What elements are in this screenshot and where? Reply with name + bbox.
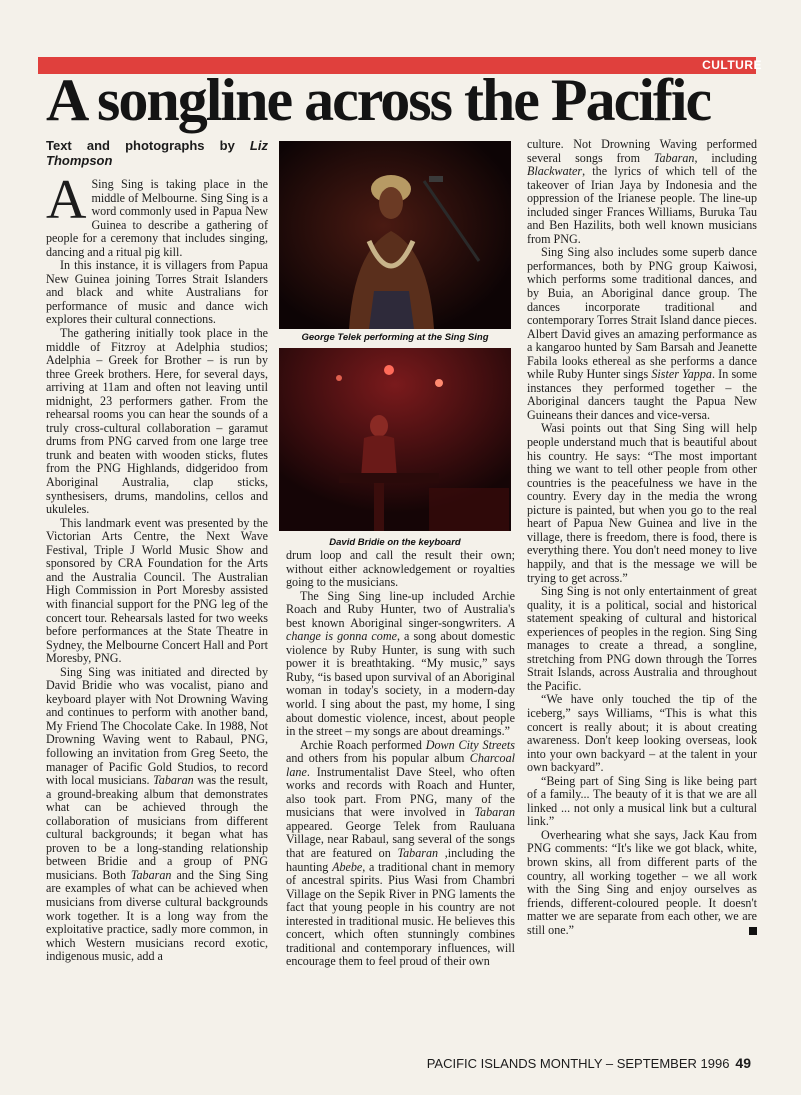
song-title: Down City Streets bbox=[425, 737, 515, 752]
performer-photo-illustration bbox=[279, 141, 511, 329]
paragraph-text: was the result, a ground-breaking album that demonstrates what can be achieved through the collaboration of musicians from different cultural backgrounds; it began what has proven to be a long-standing relationship between Bridie and a group of PNG musicians. Both bbox=[46, 773, 268, 882]
paragraph: Wasi points out that Sing Sing will help people understand much that is beautiful about his country. He says: “The most important thing we want to tell other people from other countries is the peacefulness we have in the country. Every day in the media the wrong picture is painted, but when you go to the real heart of Papua New Guinea and live in the village, there is freedom, there is food, there is everything there. You don't need money to live happily, and that is the message we will be trying to get across.” bbox=[527, 421, 757, 585]
paragraph-text: Sing Sing was initiated and directed by David Bridie who was vocalist, piano and keyboard player with Not Drowning Waving and continues to perform with another band, My Friend The Chocolate Cake. In 1988, Not Drowning Waving went to Rabaul, PNG, following an invitation from Greg Seeto, the manager of Pacific Gold Studios, to record with local musicians. bbox=[46, 664, 268, 788]
album-title: Tabaran bbox=[130, 867, 172, 882]
photo-caption: George Telek performing at the Sing Sing bbox=[301, 332, 489, 343]
article-column-1 bbox=[46, 138, 268, 964]
paragraph-text: and the Sing Sing are examples of what can be achieved when musicians from diverse cultural backgrounds work together. It is a long way from the exploitative practice, sadly more common, in which Western musicians record exotic, indigenous music, add a bbox=[46, 867, 268, 964]
page-number: 49 bbox=[735, 1055, 751, 1071]
byline bbox=[46, 138, 268, 168]
paragraph-text: . Instrumentalist Dave Steel, who often works and records with Roach and Hunter, also took part. From PNG, many of the musicians that were involved in bbox=[286, 764, 515, 820]
paragraph bbox=[286, 739, 515, 969]
byline-author: Liz Thompson bbox=[46, 138, 268, 168]
paragraph-text: , including bbox=[694, 150, 757, 165]
paragraph-text: Sing Sing also includes some superb dance performances, both by PNG group Kaiwosi, which performs some traditional dances, and by Buia, an Aboriginal dance group. The dances incorporate traditional and contemporary Torres Strait Island dance pieces. Albert David gives an amazing performance as a kangaroo hunted by Sam Barsah and Jeanette Fabila looks ethereal as she performs a dance while Ruby Hunter sings bbox=[527, 245, 757, 382]
article-column-2 bbox=[286, 549, 515, 969]
page-footer bbox=[427, 1055, 751, 1071]
song-title: Abebe bbox=[332, 859, 363, 874]
album-title: Tabaran bbox=[653, 150, 695, 165]
photo-david-bridie bbox=[279, 348, 511, 531]
keyboard-photo-illustration bbox=[279, 348, 511, 531]
section-label: CULTURE bbox=[702, 58, 762, 72]
album-title: Tabaran bbox=[474, 805, 515, 820]
headline: A songline across the Pacific bbox=[46, 67, 711, 133]
paragraph-text: culture. Not Drowning Waving performed several songs from bbox=[527, 137, 757, 165]
paragraph: Sing Sing is not only entertainment of great quality, it is a political, social and historical statement speaking of cultural and historical experiences of peoples in the region. Sing Sing manages to create a thread, a songline, stretching from PNG down through the Torres Strait Islands, across Australia and throughout the Pacific. bbox=[527, 584, 757, 693]
paragraph-text: appeared. George Telek from Rauluana Village, near Rabaul, sang several of the songs that are featured on bbox=[286, 818, 515, 861]
paragraph-text: . In some instances they performed together – the Aboriginal dancers taught the Papua New Guineans their dances and vice-versa. bbox=[527, 367, 757, 422]
album-title: Charcoal lane bbox=[286, 751, 515, 779]
end-of-article-mark bbox=[749, 927, 757, 935]
paragraph-text: , the lyrics of which tell of the takeover of Irian Jaya by Indonesia and the oppression of the Irianese people. The line-up included singer Frances Williams, Buruka Tau and Ben Hazilits, both well known musicians from PNG. bbox=[527, 164, 757, 246]
paragraph-text: , a song about domestic violence by Ruby Hunter, is sung with such power it is breathtaking. “My music,” says Ruby, “is based upon survival of an Aboriginal woman in today's society, in a modern-day world. I sing about the past, my home, I sing about domestic violence, incest, about people in the street – my songs are about dreamings.” bbox=[286, 629, 515, 739]
paragraph-text: and others from his popular album bbox=[286, 751, 470, 766]
lead-paragraph bbox=[46, 169, 268, 259]
publication-line: PACIFIC ISLANDS MONTHLY – SEPTEMBER 1996 bbox=[426, 1056, 730, 1071]
paragraph bbox=[527, 829, 757, 937]
paragraph: The gathering initially took place in the middle of Fitzroy at Adelphia studios; Adelphia – Greek for Brother – is run by three Greek brothers. Here, for several days, arriving at 11am and often not leaving until midnight, 23 performers gather. From the rehearsal rooms you can hear the sounds of a truly cross-cultural collaboration – garamut drums from PNG carved from one large tree trunk and beaten with wooden sticks, flutes from the PNG Highlands, didgeridoo from Aboriginal Australia, clap sticks, synthesisers, drums, mandolins, cellos and ukuleles. bbox=[46, 326, 268, 517]
paragraph: “Being part of Sing Sing is like being part of a family... The beauty of it is that we are all linked ... not only a musical link but a cultural link.” bbox=[527, 773, 757, 829]
article-column-3 bbox=[527, 138, 757, 937]
paragraph bbox=[286, 590, 515, 739]
paragraph-text: Overhearing what she says, Jack Kau from PNG comments: “It's like we got black, white, brown skins, all from different parts of the country, all working together – we all work with the Sing Sing and enjoy ourselves as friends, different-coloured people. It doesn't matter we are separate from each other, we are still one.” bbox=[527, 827, 757, 937]
paragraph: drum loop and call the result their own; without either acknowledgement or royalties going to the musicians. bbox=[286, 548, 515, 590]
paragraph-text: The Sing Sing line-up included Archie Roach and Ruby Hunter, two of Australia's best known Aboriginal singer-songwriters. bbox=[286, 588, 515, 630]
song-title: Blackwater bbox=[527, 164, 583, 179]
paragraph-text: ,including the haunting bbox=[286, 846, 515, 874]
album-title: Tabaran bbox=[153, 773, 194, 788]
paragraph-text: Sing Sing is taking place in the middle of Melbourne. Sing Sing is a word commonly used in Papua New Guinea to describe a gathering of people for a ceremony that includes singing, dancing and a ritual pig kill. bbox=[46, 177, 268, 259]
photo-george-telek bbox=[279, 141, 511, 329]
paragraph: “We have only touched the tip of the iceberg,” says Williams, “This is what this concert is really about; it is about creating awareness. Don't keep looking overseas, look into your own backyard – at the talent in your own backyard”. bbox=[527, 692, 757, 775]
drop-cap: A bbox=[46, 169, 87, 231]
paragraph bbox=[46, 666, 268, 964]
paragraph bbox=[527, 138, 757, 246]
photo-caption: David Bridie on the keyboard bbox=[329, 537, 461, 548]
song-title: Sister Yappa bbox=[651, 367, 712, 382]
song-title: A change is gonna come bbox=[286, 615, 515, 644]
paragraph bbox=[527, 246, 757, 422]
paragraph: This landmark event was presented by the Victorian Arts Centre, the Next Wave Festival, Triple J World Music Show and sponsored by CRA Foundation for the Arts and the Australia Council. The Australian High Commission in Port Moresby assisted with financial support for the PNG leg of the concert tour. Rehearsals lasted for two weeks before performances at the State Theatre in Sydney, the Melbourne Concert Hall and Port Moresby, PNG. bbox=[46, 515, 268, 666]
album-title: Tabaran bbox=[397, 846, 439, 861]
paragraph: In this instance, it is villagers from Papua New Guinea joining Torres Strait Islanders and black and white Australians for performance of music and dance wich explores their cultural connections. bbox=[46, 258, 268, 327]
paragraph-text: , a traditional chant in memory of ancestral spirits. Pius Wasi from Chambri Village on the Sepik River in PNG laments the fact that young people in his country are not interested in traditional music. He believes this concert, which often stunningly combines traditional and contemporary influences, will encourage them to feel proud of their own bbox=[286, 859, 515, 969]
paragraph-text: Archie Roach performed bbox=[300, 737, 426, 752]
byline-prefix: Text and photographs by bbox=[46, 138, 235, 153]
